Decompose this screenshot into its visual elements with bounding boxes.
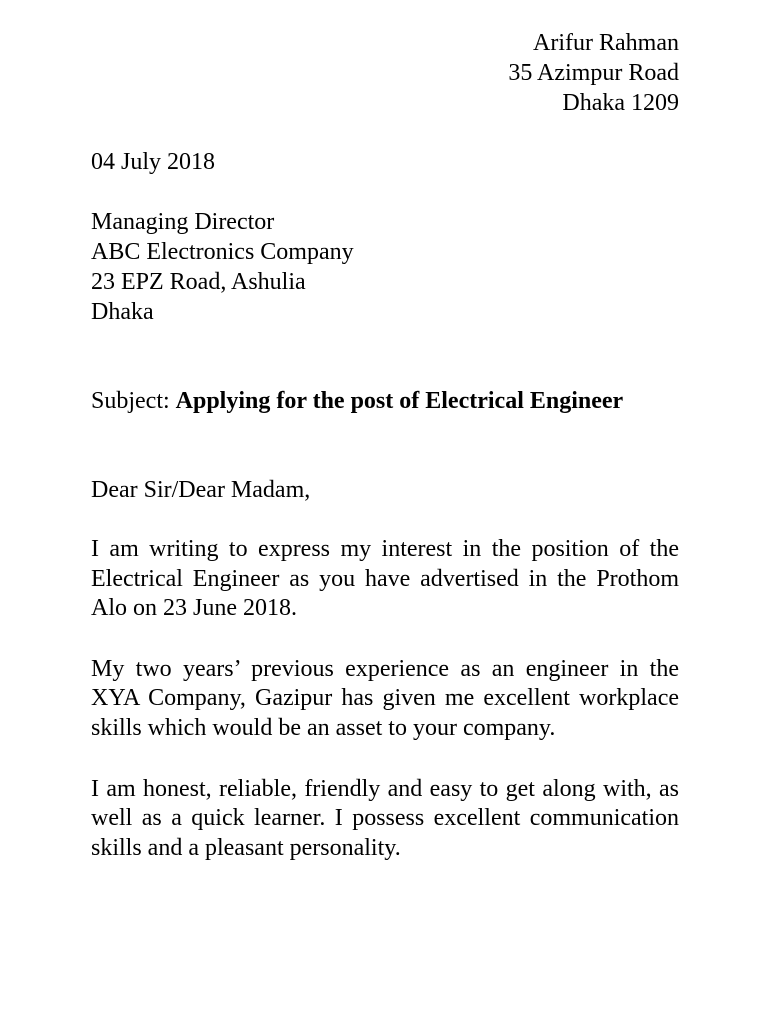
paragraph-interest: I am writing to express my interest in the position of the Electrical Engineer as you have advertised in the Prothom Alo on 23 June 2018.	[91, 536, 679, 622]
paragraph-experience: My two years’ previous experience as an engineer in the XYA Company, Gazipur has given me excellent workplace skills which would be an asset to your company.	[91, 655, 679, 741]
subject-line	[91, 386, 679, 416]
recipient-street: 23 EPZ Road, Ashulia	[91, 269, 306, 295]
recipient-title: Managing Director	[91, 209, 275, 235]
sender-city: Dhaka 1209	[562, 90, 679, 116]
salutation: Dear Sir/Dear Madam,	[91, 477, 311, 503]
subject-text: Applying for the post of Electrical Engineer	[175, 388, 624, 414]
sender-street: 35 Azimpur Road	[508, 60, 679, 86]
recipient-city: Dhaka	[91, 299, 154, 325]
letter-body	[91, 28, 679, 863]
subject-label: Subject:	[91, 388, 176, 414]
paragraph-qualities: I am honest, reliable, friendly and easy to get along with, as well as a quick learner. I possess excellent communication skills and a pleasant personality.	[91, 775, 679, 861]
recipient-company: ABC Electronics Company	[91, 239, 354, 265]
letter-date: 04 July 2018	[91, 149, 216, 175]
sender-name: Arifur Rahman	[533, 30, 679, 56]
recipient-address	[91, 207, 679, 327]
sender-address	[91, 28, 679, 118]
